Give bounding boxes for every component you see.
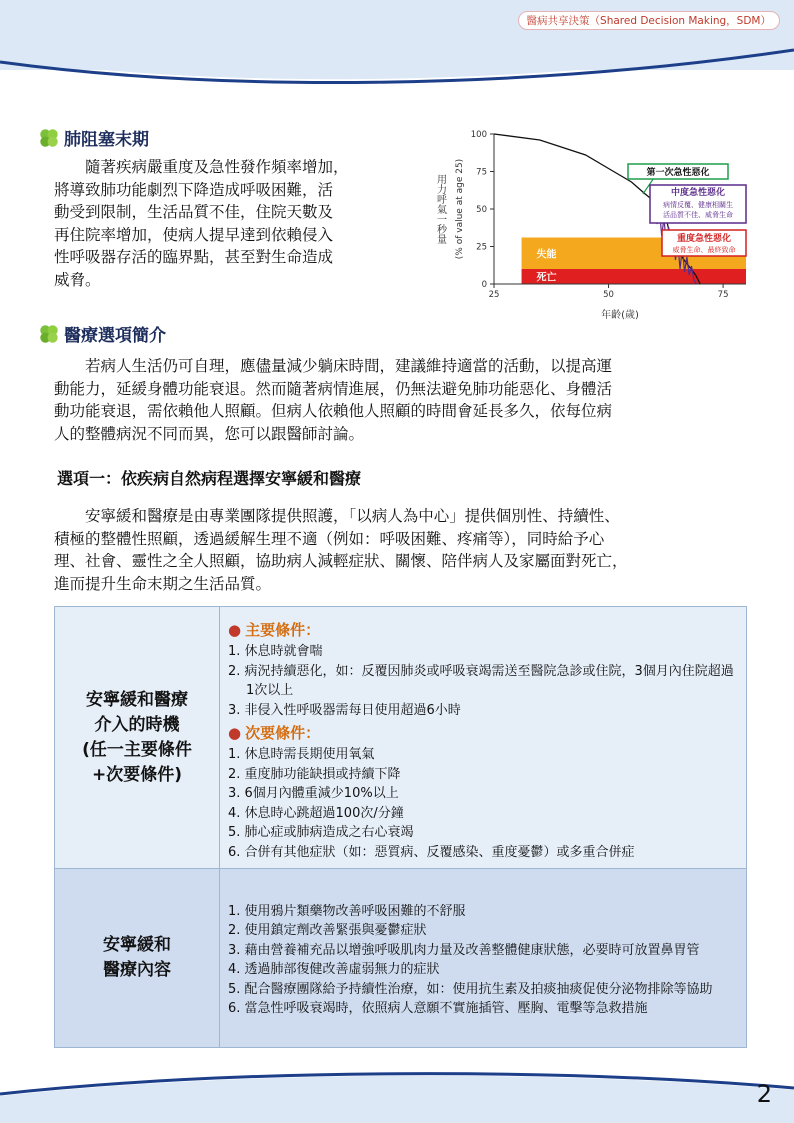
table-row bbox=[55, 607, 747, 869]
paragraph-line: 動受到限制，生活品質不佳，住院天數及 bbox=[54, 203, 334, 221]
heading-text: 主要條件： bbox=[245, 621, 321, 639]
major-conditions-heading bbox=[228, 619, 740, 640]
list-item: 2. 重度肺功能缺損或持續下降 bbox=[228, 766, 401, 782]
care-content-list bbox=[228, 902, 740, 1019]
list-item: 2. 使用鎮定劑改善緊張與憂鬱症狀 bbox=[228, 923, 427, 938]
list-item: 5. 肺心症或肺病造成之右心衰竭 bbox=[228, 825, 414, 840]
list-item: 1. 休息時就會喘 bbox=[228, 644, 323, 659]
bullet-icon: ● bbox=[228, 724, 242, 742]
list-item: 4. 休息時心跳超過100次/分鐘 bbox=[228, 805, 404, 821]
row-header-line: 安寧緩和醫療 bbox=[86, 689, 188, 710]
paragraph-line: 再住院率增加，使病人提早達到依賴侵入 bbox=[54, 225, 334, 244]
list-item: 3. 6個月內體重減少10%以上 bbox=[228, 786, 399, 801]
y-axis-sublabel: (% of value at age 25) bbox=[455, 158, 465, 260]
fev1-age-chart bbox=[428, 124, 758, 324]
list-item: 1. 休息時需長期使用氧氣 bbox=[228, 747, 375, 762]
list-item: 6. 合併有其他症狀（如：惡質病、反覆感染、重度憂鬱）或多重合併症 bbox=[228, 844, 635, 860]
minor-conditions-list bbox=[228, 745, 740, 862]
header-wave bbox=[0, 40, 794, 100]
paragraph-line: 安寧緩和醫療是由專業團隊提供照護，「以病人為中心」提供個別性、持續性、 bbox=[54, 507, 620, 525]
page-number: 2 bbox=[756, 1080, 772, 1108]
y-tick-label: 50 bbox=[476, 205, 487, 215]
row-header-line: 醫療內容 bbox=[103, 960, 171, 980]
clover-icon bbox=[38, 127, 60, 149]
annotation-sub: 威脅生命、最終致命 bbox=[672, 246, 736, 254]
footer-wave bbox=[0, 1060, 794, 1123]
y-tick-label: 25 bbox=[476, 242, 487, 253]
paragraph-line: 動功能衰退，需依賴他人照顧。但病人依賴他人照顧的時間會延長多久，依每位病 bbox=[54, 402, 613, 420]
section-title-copd-end-stage bbox=[38, 125, 149, 150]
list-item: 4. 透過肺部復健改善虛弱無力的症狀 bbox=[228, 962, 440, 977]
y-tick-label: 75 bbox=[476, 167, 487, 178]
x-tick-label: 25 bbox=[488, 290, 500, 300]
annotation-title: 第一次急性惡化 bbox=[646, 168, 710, 178]
row-header-line: 安寧緩和 bbox=[103, 935, 171, 955]
care-content-cell bbox=[220, 869, 747, 1048]
annotation-title: 重度急性惡化 bbox=[676, 234, 732, 244]
row-header-line: (任一主要條件 bbox=[82, 739, 192, 760]
section-title-text: 肺阻塞末期 bbox=[64, 130, 149, 150]
table-row bbox=[55, 869, 747, 1048]
conditions-cell bbox=[220, 607, 747, 869]
paragraph-line: 動能力，延緩身體功能衰退。然而隨著病情進展，仍無法避免肺功能惡化、身體活 bbox=[54, 379, 613, 398]
paragraph-line: 人的整體病況不同而異，您可以跟醫師討論。 bbox=[54, 424, 365, 443]
list-item: 6. 當急性呼吸衰竭時，依照病人意願不實施插管、壓胸、電擊等急救措施 bbox=[228, 1001, 648, 1016]
x-tick-label: 50 bbox=[603, 290, 614, 300]
paragraph-line: 性呼吸器存活的臨界點，甚至對生命造成 bbox=[54, 248, 334, 266]
option1-paragraph bbox=[54, 505, 744, 595]
paragraph-line: 理、社會、靈性之全人照顧，協助病人減輕症狀、關懷、陪伴病人及家屬面對死亡， bbox=[54, 552, 628, 570]
y-tick-label: 100 bbox=[470, 130, 487, 140]
x-axis-label: 年齡(歲) bbox=[601, 310, 639, 321]
y-tick-label: 0 bbox=[481, 280, 487, 290]
section1-paragraph bbox=[54, 156, 406, 291]
annotation-title: 中度急性惡化 bbox=[670, 188, 726, 198]
palliative-care-table bbox=[54, 606, 747, 1048]
list-item: 3. 藉由營養補充品以增強呼吸肌肉力量及改善整體健康狀態，必要時可放置鼻胃管 bbox=[228, 942, 700, 958]
annotation-sub: 活品質不佳、威脅生命 bbox=[663, 211, 733, 219]
row-header-content bbox=[55, 869, 220, 1048]
band-label: 失能 bbox=[536, 249, 557, 261]
clover-icon bbox=[38, 323, 60, 345]
section-title-options bbox=[38, 321, 166, 346]
x-tick-label: 75 bbox=[717, 290, 729, 300]
major-conditions-list bbox=[228, 642, 740, 720]
annotation-sub: 病情反覆、健康相關生 bbox=[663, 201, 733, 209]
option1-title: 選項一：依疾病自然病程選擇安寧緩和醫療 bbox=[57, 469, 362, 488]
bullet-icon: ● bbox=[228, 621, 242, 639]
paragraph-line: 積極的整體性照顧，透過緩解生理不適（例如：呼吸困難、疼痛等），同時給予心 bbox=[54, 529, 605, 548]
paragraph-line: 進而提升生命末期之生活品質。 bbox=[54, 574, 272, 593]
list-item: 2. 病況持續惡化，如：反覆因肺炎或呼吸衰竭需送至醫院急診或住院，3個月內住院超過1次以上 bbox=[228, 663, 734, 698]
row-header-line: 介入的時機 bbox=[94, 714, 180, 735]
band-label: 死亡 bbox=[536, 272, 557, 284]
section2-paragraph bbox=[54, 355, 744, 445]
row-header-line: +次要條件) bbox=[91, 764, 182, 785]
y-axis-label: 用力呼氣一秒量 bbox=[434, 174, 446, 244]
minor-conditions-heading bbox=[228, 722, 740, 743]
list-item: 5. 配合醫療團隊給予持續性治療，如：使用抗生素及拍痰抽痰促使分泌物排除等協助 bbox=[228, 981, 713, 997]
list-item: 1. 使用鴉片類藥物改善呼吸困難的不舒服 bbox=[228, 903, 466, 919]
paragraph-line: 隨著疾病嚴重度及急性發作頻率增加， bbox=[54, 158, 349, 176]
sdm-header-tag: 醫病共享決策（Shared Decision Making，SDM） bbox=[518, 11, 780, 30]
row-header-timing bbox=[55, 607, 220, 869]
list-item: 3. 非侵入性呼吸器需每日使用超過6小時 bbox=[228, 702, 461, 718]
paragraph-line: 將導致肺功能劇烈下降造成呼吸困難，活 bbox=[54, 180, 334, 199]
paragraph-line: 若病人生活仍可自理，應儘量減少躺床時間，建議維持適當的活動，以提高運 bbox=[54, 357, 613, 375]
paragraph-line: 威脅。 bbox=[54, 270, 101, 289]
heading-text: 次要條件： bbox=[245, 724, 321, 742]
section-title-text: 醫療選項簡介 bbox=[64, 326, 166, 346]
